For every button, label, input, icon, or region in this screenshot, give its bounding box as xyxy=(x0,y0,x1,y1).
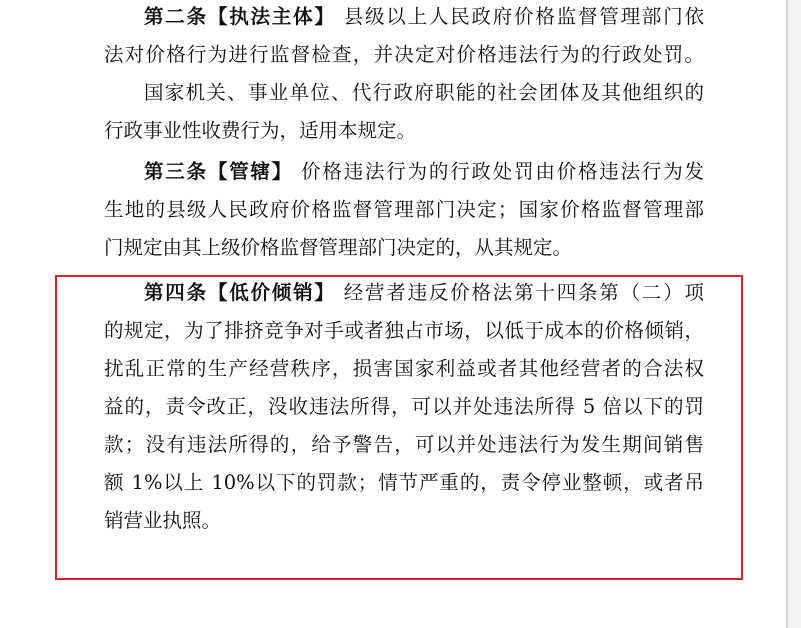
article-2 xyxy=(104,0,704,150)
article-4-line-2: 的规定，为了排挤竞争对手或者独占市场，以低于成本的价格倾销， xyxy=(104,319,704,342)
article-4-line-3: 扰乱正常的生产经营秩序，损害国家利益或者其他经营者的合法权 xyxy=(104,357,704,380)
article-3-text-1: 价格违法行为的行政处罚由价格违法行为发 xyxy=(293,160,704,183)
article-2-line-2: 法对价格行为进行监督检查，并决定对价格违法行为的行政处罚。 xyxy=(104,43,704,66)
article-3-line-1 xyxy=(104,153,704,191)
article-4-line-4: 益的，责令改正，没收违法所得，可以并处违法所得 5 倍以下的罚 xyxy=(104,395,704,418)
article-3-heading: 第三条【管辖】 xyxy=(144,160,294,183)
article-2-text-1: 县级以上人民政府价格监督管理部门依 xyxy=(335,5,704,28)
article-2-line-4: 行政事业性收费行为，适用本规定。 xyxy=(104,119,417,142)
article-4-text-1: 经营者违反价格法第十四条第（二）项 xyxy=(335,281,704,304)
article-4-line-5: 款；没有违法所得的，给予警告，可以并处违法行为发生期间销售 xyxy=(104,433,704,456)
red-highlight-box xyxy=(55,275,743,580)
page-edge-shadow xyxy=(786,0,788,628)
article-4-line-7: 销营业执照。 xyxy=(104,509,222,532)
article-4-heading: 第四条【低价倾销】 xyxy=(144,281,336,304)
article-2-line-3: 国家机关、事业单位、代行政府职能的社会团体及其他组织的 xyxy=(144,81,704,104)
article-2-heading: 第二条【执法主体】 xyxy=(144,5,336,28)
article-3 xyxy=(104,153,704,267)
article-2-line-1 xyxy=(104,0,704,36)
article-4-line-6: 额 1%以上 10%以下的罚款；情节严重的，责令停业整顿，或者吊 xyxy=(104,471,704,494)
article-3-line-3: 门规定由其上级价格监督管理部门决定的，从其规定。 xyxy=(104,236,573,259)
article-3-line-2: 生地的县级人民政府价格监督管理部门决定；国家价格监督管理部 xyxy=(104,198,704,221)
